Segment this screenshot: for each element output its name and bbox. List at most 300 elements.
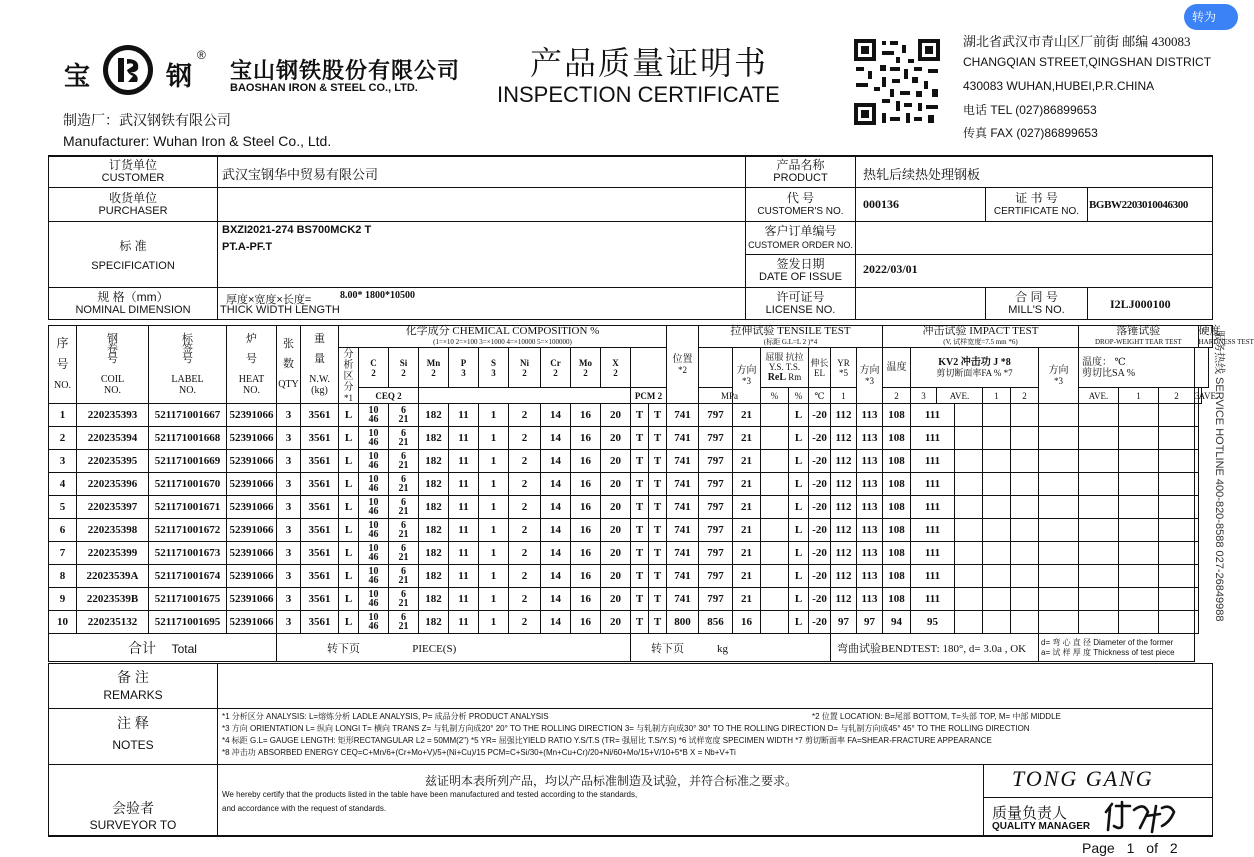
cell-coil: 22023539A xyxy=(77,565,149,588)
cell-s: 1 xyxy=(479,427,509,450)
cell-position: T xyxy=(631,450,649,473)
cell-temp: -20 xyxy=(809,519,831,542)
total-next-page: 转下页 xyxy=(327,642,360,655)
qm-label-en: QUALITY MANAGER xyxy=(992,821,1091,832)
spec-label-en: SPECIFICATION xyxy=(91,260,175,272)
hdr-el-en: EL xyxy=(814,367,825,378)
hdr-qty-en: QTY xyxy=(278,379,299,390)
cell-el: 21 xyxy=(733,565,761,588)
cell-label: 521171001671 xyxy=(149,496,227,519)
cell-mo: 16 xyxy=(571,588,601,611)
cell-el: 21 xyxy=(733,427,761,450)
telephone: 电话 TEL (027)86899653 xyxy=(963,103,1097,117)
cell-el: 21 xyxy=(733,542,761,565)
cell-si-value: 6 xyxy=(401,428,406,439)
product-label-cn: 产品名称 xyxy=(776,158,825,172)
product-value: 热轧后续热处理钢板 xyxy=(863,167,981,182)
cell-no: 6 xyxy=(49,519,77,542)
cell-p: 11 xyxy=(449,450,479,473)
company-logo xyxy=(60,40,230,100)
cell-label: 521171001668 xyxy=(149,427,227,450)
cell-cr: 14 xyxy=(541,450,571,473)
cell-dwtt-ave xyxy=(1039,519,1079,542)
cell-no: 9 xyxy=(49,588,77,611)
cell-hard-3 xyxy=(1159,519,1195,542)
cell-cr: 14 xyxy=(541,611,571,634)
hdr-impact-dir-note: *3 xyxy=(865,376,874,386)
cell-c-value: 10 xyxy=(368,566,379,577)
cell-kv-1: 112 xyxy=(831,473,857,496)
page-of: of xyxy=(1146,840,1158,856)
dim-field-label-cn: 厚度×宽度×长度= xyxy=(226,294,312,306)
cell-p: 11 xyxy=(449,496,479,519)
cell-si-pcm: 21 xyxy=(398,598,409,609)
cell-hard-2 xyxy=(1119,611,1159,634)
cell-x: 20 xyxy=(601,473,631,496)
cell-dwtt-1 xyxy=(983,404,1011,427)
address-cn: 湖北省武汉市青山区厂前街 邮编 430083 xyxy=(963,34,1191,49)
cell-yr xyxy=(761,611,789,634)
cell-si xyxy=(389,519,419,542)
cell-si-pcm: 21 xyxy=(398,437,409,448)
cell-kv-2: 113 xyxy=(857,588,883,611)
cell-x: 20 xyxy=(601,496,631,519)
hdr-no-cn: 序 xyxy=(56,336,69,350)
cell-si xyxy=(389,473,419,496)
cell-direction: T xyxy=(649,565,667,588)
contract-label-en: MILL'S NO. xyxy=(1008,304,1065,316)
surveyor-label-en: SURVEYOR TO xyxy=(89,818,177,832)
hdr-el-cn: 伸长 xyxy=(810,357,829,368)
cell-kv-2: 97 xyxy=(857,611,883,634)
cell-label: 521171001695 xyxy=(149,611,227,634)
hdr-no-en: NO. xyxy=(54,380,71,391)
cell-hard-ave xyxy=(1195,473,1199,496)
cell-ts: 797 xyxy=(699,450,733,473)
cell-hard-1 xyxy=(1079,565,1119,588)
hdr-label-cn2: 签 xyxy=(182,342,193,355)
hdr-ceq-scale: 2 xyxy=(397,390,402,401)
hdr-dwtt-dir-note: *3 xyxy=(1054,376,1063,386)
tong-gang-signature: TONG GANG xyxy=(1012,766,1154,791)
cell-hard-ave xyxy=(1195,519,1199,542)
cell-hard-ave xyxy=(1195,565,1199,588)
bend-a-note: a= 试 样 厚 度 Thickness of test piece xyxy=(1041,647,1175,657)
remarks-label-en: REMARKS xyxy=(103,688,163,702)
cell-yr xyxy=(761,588,789,611)
cell-x: 20 xyxy=(601,450,631,473)
hdr-impact-col-1: 1 xyxy=(841,390,846,401)
cell-kv-1: 112 xyxy=(831,519,857,542)
hdr-dwtt-col-1: 1 xyxy=(994,390,999,401)
cell-hard-3 xyxy=(1159,473,1195,496)
cell-el: 21 xyxy=(733,496,761,519)
note-3: *3 方向 ORIENTATION L= 纵向 LONGI T= 横向 TRANS Z= 与轧制方向成20° 20° TO THE ROLLING DIRECTION 3= 与轧制方向成30° 30° TO THE ROLLING DIRECTION D= 与轧制方向成45° 45° TO THE ROLLING DIRECTION xyxy=(222,724,1030,733)
cell-c xyxy=(359,542,389,565)
cell-dwtt-ave xyxy=(1039,588,1079,611)
cell-kv-ave: 111 xyxy=(911,427,955,450)
dim-value: 8.00* 1800*10500 xyxy=(340,290,415,301)
cell-mo: 16 xyxy=(571,450,601,473)
cell-mn: 182 xyxy=(419,427,449,450)
certify-cn: 兹证明本表所列产品，均以产品标准制造及试验，并符合标准之要求。 xyxy=(425,774,798,788)
cell-hard-3 xyxy=(1159,496,1195,519)
total-label-en: Total xyxy=(171,641,197,656)
cell-yr xyxy=(761,519,789,542)
cell-mn: 182 xyxy=(419,404,449,427)
cell-coil: 220235394 xyxy=(77,427,149,450)
cell-cr: 14 xyxy=(541,542,571,565)
order-label-cn: 客户订单编号 xyxy=(764,224,837,238)
table-row xyxy=(49,565,1213,588)
translate-button-label: 转为 xyxy=(1192,10,1217,24)
date-value: 2022/03/01 xyxy=(863,262,918,276)
hdr-hard-col-3: 3 xyxy=(1195,390,1200,401)
cell-ts: 797 xyxy=(699,519,733,542)
hdr-heat-en2: NO. xyxy=(243,384,260,396)
cell-c-value: 10 xyxy=(368,497,379,508)
hdr-label-en2: NO. xyxy=(179,384,196,396)
cert-label-cn: 证 书 号 xyxy=(1015,191,1058,205)
cell-dwtt-2 xyxy=(1011,496,1039,519)
cell-coil: 22023539B xyxy=(77,588,149,611)
cell-el: 21 xyxy=(733,450,761,473)
hdr-temp-unit: ℃ xyxy=(814,390,825,401)
translate-button[interactable] xyxy=(1184,4,1238,30)
cell-ys: 741 xyxy=(667,496,699,519)
hdr-scale-ni: 2 xyxy=(522,367,527,378)
cell-el: 21 xyxy=(733,473,761,496)
cell-c-value: 10 xyxy=(368,474,379,485)
cell-no: 1 xyxy=(49,404,77,427)
cell-ni: 2 xyxy=(509,473,541,496)
cell-temp: -20 xyxy=(809,427,831,450)
cell-dwtt-1 xyxy=(983,427,1011,450)
cell-c-value: 10 xyxy=(368,543,379,554)
cell-label: 521171001670 xyxy=(149,473,227,496)
cell-temp: -20 xyxy=(809,496,831,519)
cell-dwtt-ave xyxy=(1039,473,1079,496)
cell-cr: 14 xyxy=(541,519,571,542)
hdr-tensile-title: 拉伸试验 TENSILE TEST xyxy=(730,325,851,337)
cell-dwtt-dir xyxy=(955,496,983,519)
cell-position: T xyxy=(631,611,649,634)
cell-qty: 3 xyxy=(277,404,301,427)
cell-c-value: 10 xyxy=(368,520,379,531)
cell-heat: 52391066 xyxy=(227,473,277,496)
hdr-yr-unit: % xyxy=(794,390,803,401)
registered-mark: ® xyxy=(197,48,206,62)
cell-yr xyxy=(761,450,789,473)
cell-el: 21 xyxy=(733,404,761,427)
hdr-el-x: X xyxy=(612,357,619,368)
cell-kv-3: 94 xyxy=(883,611,911,634)
hdr-chem-title: 化学成分 CHEMICAL COMPOSITION % xyxy=(405,325,600,337)
cell-no: 5 xyxy=(49,496,77,519)
cell-position: T xyxy=(631,565,649,588)
dim-label-en: NOMINAL DIMENSION xyxy=(75,304,191,316)
cell-analysis: L xyxy=(339,496,359,519)
cell-el: 16 xyxy=(733,611,761,634)
page-total: 2 xyxy=(1169,840,1178,856)
cell-impact-dir: L xyxy=(789,473,809,496)
cell-hard-2 xyxy=(1119,542,1159,565)
cell-hard-1 xyxy=(1079,404,1119,427)
cell-weight: 3561 xyxy=(301,473,339,496)
cell-direction: T xyxy=(649,496,667,519)
cell-temp: -20 xyxy=(809,611,831,634)
cell-position: T xyxy=(631,404,649,427)
hdr-coil-cn3: 号 xyxy=(107,352,118,365)
cell-c xyxy=(359,496,389,519)
remarks-label-cn: 备 注 xyxy=(117,669,149,685)
cell-kv-1: 112 xyxy=(831,496,857,519)
hdr-dir: 方向 xyxy=(736,365,757,376)
hdr-dwtt-dir: 方向 xyxy=(1048,365,1069,376)
cell-mn: 182 xyxy=(419,565,449,588)
customer-label-en: CUSTOMER xyxy=(101,172,165,184)
cell-label: 521171001675 xyxy=(149,588,227,611)
cell-ts: 856 xyxy=(699,611,733,634)
cell-hard-ave xyxy=(1195,496,1199,519)
cell-si-value: 6 xyxy=(401,497,406,508)
cell-ni: 2 xyxy=(509,404,541,427)
cell-hard-ave xyxy=(1195,611,1199,634)
cell-x: 20 xyxy=(601,542,631,565)
cell-direction: T xyxy=(649,404,667,427)
cell-c xyxy=(359,565,389,588)
cell-kv-1: 112 xyxy=(831,565,857,588)
cell-ys: 741 xyxy=(667,565,699,588)
cell-qty: 3 xyxy=(277,427,301,450)
hdr-coil-cn2: 卷 xyxy=(107,342,118,355)
cell-c xyxy=(359,427,389,450)
cell-kv-3: 108 xyxy=(883,427,911,450)
cell-si-value: 6 xyxy=(401,612,406,623)
cell-s: 1 xyxy=(479,450,509,473)
cell-hard-1 xyxy=(1079,542,1119,565)
cell-label: 521171001667 xyxy=(149,404,227,427)
cell-mo: 16 xyxy=(571,519,601,542)
cell-si xyxy=(389,542,419,565)
cell-analysis: L xyxy=(339,611,359,634)
cell-hard-2 xyxy=(1119,450,1159,473)
cell-kv-ave: 111 xyxy=(911,542,955,565)
cell-heat: 52391066 xyxy=(227,611,277,634)
hdr-yr-note: *5 xyxy=(839,367,848,378)
cell-c xyxy=(359,611,389,634)
cell-si-value: 6 xyxy=(401,566,406,577)
hdr-el-cr: Cr xyxy=(550,357,561,368)
cell-impact-dir: L xyxy=(789,588,809,611)
cell-analysis: L xyxy=(339,450,359,473)
cell-hard-ave xyxy=(1195,542,1199,565)
cell-hard-3 xyxy=(1159,450,1195,473)
cell-kv-2: 113 xyxy=(857,450,883,473)
cell-mn: 182 xyxy=(419,519,449,542)
cell-qty: 3 xyxy=(277,450,301,473)
cell-si-pcm: 21 xyxy=(398,552,409,563)
cell-kv-3: 108 xyxy=(883,588,911,611)
cell-si xyxy=(389,450,419,473)
total-pieces: PIECE(S) xyxy=(412,642,457,655)
cell-c xyxy=(359,450,389,473)
cell-mn: 182 xyxy=(419,588,449,611)
product-label-en: PRODUCT xyxy=(773,172,828,184)
cell-heat: 52391066 xyxy=(227,542,277,565)
hdr-impact-col-ave: AVE. xyxy=(949,390,970,401)
cell-dwtt-dir xyxy=(955,450,983,473)
cell-c xyxy=(359,404,389,427)
cell-coil: 220235398 xyxy=(77,519,149,542)
notes-label-en: NOTES xyxy=(112,738,154,752)
cell-p: 11 xyxy=(449,611,479,634)
hdr-pcm-scale: 2 xyxy=(657,390,663,401)
hdr-rel: ReL xyxy=(767,372,787,383)
cell-yr xyxy=(761,404,789,427)
cell-kv-ave: 111 xyxy=(911,404,955,427)
cell-kv-1: 97 xyxy=(831,611,857,634)
cell-s: 1 xyxy=(479,542,509,565)
note-4: *4 标距 G.L= GAUGE LENGTH: 矩形RECTANGULAR L2 = 50MM(2") *5 YR= 屈强比YIELD RATIO Y.S/T.S (TR= 强屈比 T.S/Y.S) *6 试样宽度 SPECIMEN WIDTH *7 剪切断面率 FA=SHEAR-FRACTURE APPEARANCE xyxy=(222,736,992,745)
cell-dwtt-ave xyxy=(1039,565,1079,588)
cell-hard-2 xyxy=(1119,588,1159,611)
cell-analysis: L xyxy=(339,519,359,542)
hdr-position: 位置 xyxy=(672,354,693,365)
cell-kv-ave: 111 xyxy=(911,588,955,611)
purchaser-label-en: PURCHASER xyxy=(98,205,168,217)
cell-si-value: 6 xyxy=(401,520,406,531)
cell-heat: 52391066 xyxy=(227,496,277,519)
cell-kv-3: 108 xyxy=(883,565,911,588)
cell-dwtt-dir xyxy=(955,542,983,565)
cell-heat: 52391066 xyxy=(227,427,277,450)
cell-dwtt-2 xyxy=(1011,542,1039,565)
cell-hard-1 xyxy=(1079,450,1119,473)
cell-heat: 52391066 xyxy=(227,565,277,588)
table-row xyxy=(49,519,1213,542)
cell-ys: 741 xyxy=(667,542,699,565)
cell-hard-ave xyxy=(1195,427,1199,450)
cell-qty: 3 xyxy=(277,565,301,588)
cell-impact-dir: L xyxy=(789,427,809,450)
cell-direction: T xyxy=(649,588,667,611)
cell-c-value: 10 xyxy=(368,405,379,416)
table-row xyxy=(49,496,1213,519)
hdr-impact-col-3: 3 xyxy=(921,390,926,401)
cell-hard-3 xyxy=(1159,565,1195,588)
hdr-scale-p: 3 xyxy=(461,367,466,378)
cell-si-value: 6 xyxy=(401,543,406,554)
cell-p: 11 xyxy=(449,427,479,450)
cell-kv-ave: 95 xyxy=(911,611,955,634)
hdr-qty-cn2: 数 xyxy=(283,358,294,370)
hdr-hard-title: 硬度 xyxy=(1198,325,1221,337)
cell-si xyxy=(389,404,419,427)
cell-mo: 16 xyxy=(571,404,601,427)
cell-dwtt-dir xyxy=(955,519,983,542)
cell-si-pcm: 21 xyxy=(398,414,409,425)
cell-s: 1 xyxy=(479,611,509,634)
service-hotline-vertical: 服务热线 SERVICE HOTLINE 400-820-8588 027-26849988 xyxy=(1213,330,1225,622)
cell-mo: 16 xyxy=(571,427,601,450)
hdr-dwtt-title: 落锤试验 xyxy=(1116,325,1161,337)
cell-dwtt-dir xyxy=(955,565,983,588)
cell-cr: 14 xyxy=(541,588,571,611)
table-row xyxy=(49,588,1213,611)
hdr-heat-en: HEAT xyxy=(238,373,265,385)
qr-code-icon xyxy=(852,37,942,127)
cell-temp: -20 xyxy=(809,404,831,427)
manufacturer-en: Manufacturer: Wuhan Iron & Steel Co., Ltd. xyxy=(63,133,332,149)
hdr-label-cn3: 号 xyxy=(182,352,193,365)
cell-coil: 220235393 xyxy=(77,404,149,427)
hdr-el-mo: Mo xyxy=(579,357,592,368)
bend-d-note: d= 弯 心 直 径 Diameter of the former xyxy=(1041,637,1174,647)
hdr-heat-cn2: 号 xyxy=(246,352,257,365)
cell-weight: 3561 xyxy=(301,588,339,611)
cell-ni: 2 xyxy=(509,450,541,473)
hdr-hard-col-2: 2 xyxy=(1174,390,1179,401)
hdr-weight-cn2: 量 xyxy=(314,352,325,365)
cell-direction: T xyxy=(649,542,667,565)
cell-temp: -20 xyxy=(809,450,831,473)
hdr-el-si: Si xyxy=(399,357,408,368)
cell-kv-3: 108 xyxy=(883,450,911,473)
table-row xyxy=(49,427,1213,450)
cell-ys: 800 xyxy=(667,611,699,634)
cell-hard-2 xyxy=(1119,427,1159,450)
cell-dwtt-dir xyxy=(955,427,983,450)
order-label-en: CUSTOMER ORDER NO. xyxy=(748,240,853,250)
cell-si-pcm: 21 xyxy=(398,483,409,494)
cell-kv-3: 108 xyxy=(883,496,911,519)
cell-position: T xyxy=(631,496,649,519)
hdr-label-en: LABEL xyxy=(171,373,204,385)
cell-kv-2: 113 xyxy=(857,519,883,542)
hdr-analysis: 分析区分 xyxy=(343,348,354,393)
cell-heat: 52391066 xyxy=(227,450,277,473)
cell-mn: 182 xyxy=(419,542,449,565)
cell-qty: 3 xyxy=(277,588,301,611)
cell-dwtt-1 xyxy=(983,588,1011,611)
cell-dwtt-ave xyxy=(1039,404,1079,427)
cell-hard-1 xyxy=(1079,496,1119,519)
hdr-qty-cn: 张 xyxy=(283,338,294,350)
cell-dwtt-2 xyxy=(1011,427,1039,450)
cell-dwtt-ave xyxy=(1039,427,1079,450)
date-label-en: DATE OF ISSUE xyxy=(759,271,842,283)
cell-direction: T xyxy=(649,611,667,634)
cell-hard-3 xyxy=(1159,542,1195,565)
note-5: *8 冲击功 ABSORBED ENERGY CEQ=C+Mn/6+(Cr+Mo+V)/5+(Ni+Cu)/15 PCM=C+Si/30+(Mn+Cu+Cr)/20+Ni/60+Mo/15+V/10+5*B X = Nb+V+Ti xyxy=(222,748,736,757)
cell-c xyxy=(359,519,389,542)
date-label-cn: 签发日期 xyxy=(776,257,825,271)
hdr-dir-note: *3 xyxy=(742,376,751,386)
total-next-page-2: 转下页 xyxy=(651,642,684,655)
cell-dwtt-2 xyxy=(1011,611,1039,634)
code-value: 000136 xyxy=(863,197,899,211)
certify-en-1: We hereby certify that the products listed in the table have been manufactured and tested according to the standards, xyxy=(222,790,638,799)
cell-kv-3: 108 xyxy=(883,542,911,565)
cell-kv-1: 112 xyxy=(831,588,857,611)
cell-dwtt-1 xyxy=(983,473,1011,496)
cell-analysis: L xyxy=(339,542,359,565)
cell-kv-2: 113 xyxy=(857,427,883,450)
dim-field-label-en: THICK WIDTH LENGTH xyxy=(220,304,340,316)
cell-si-pcm: 21 xyxy=(398,529,409,540)
cell-coil: 220235396 xyxy=(77,473,149,496)
